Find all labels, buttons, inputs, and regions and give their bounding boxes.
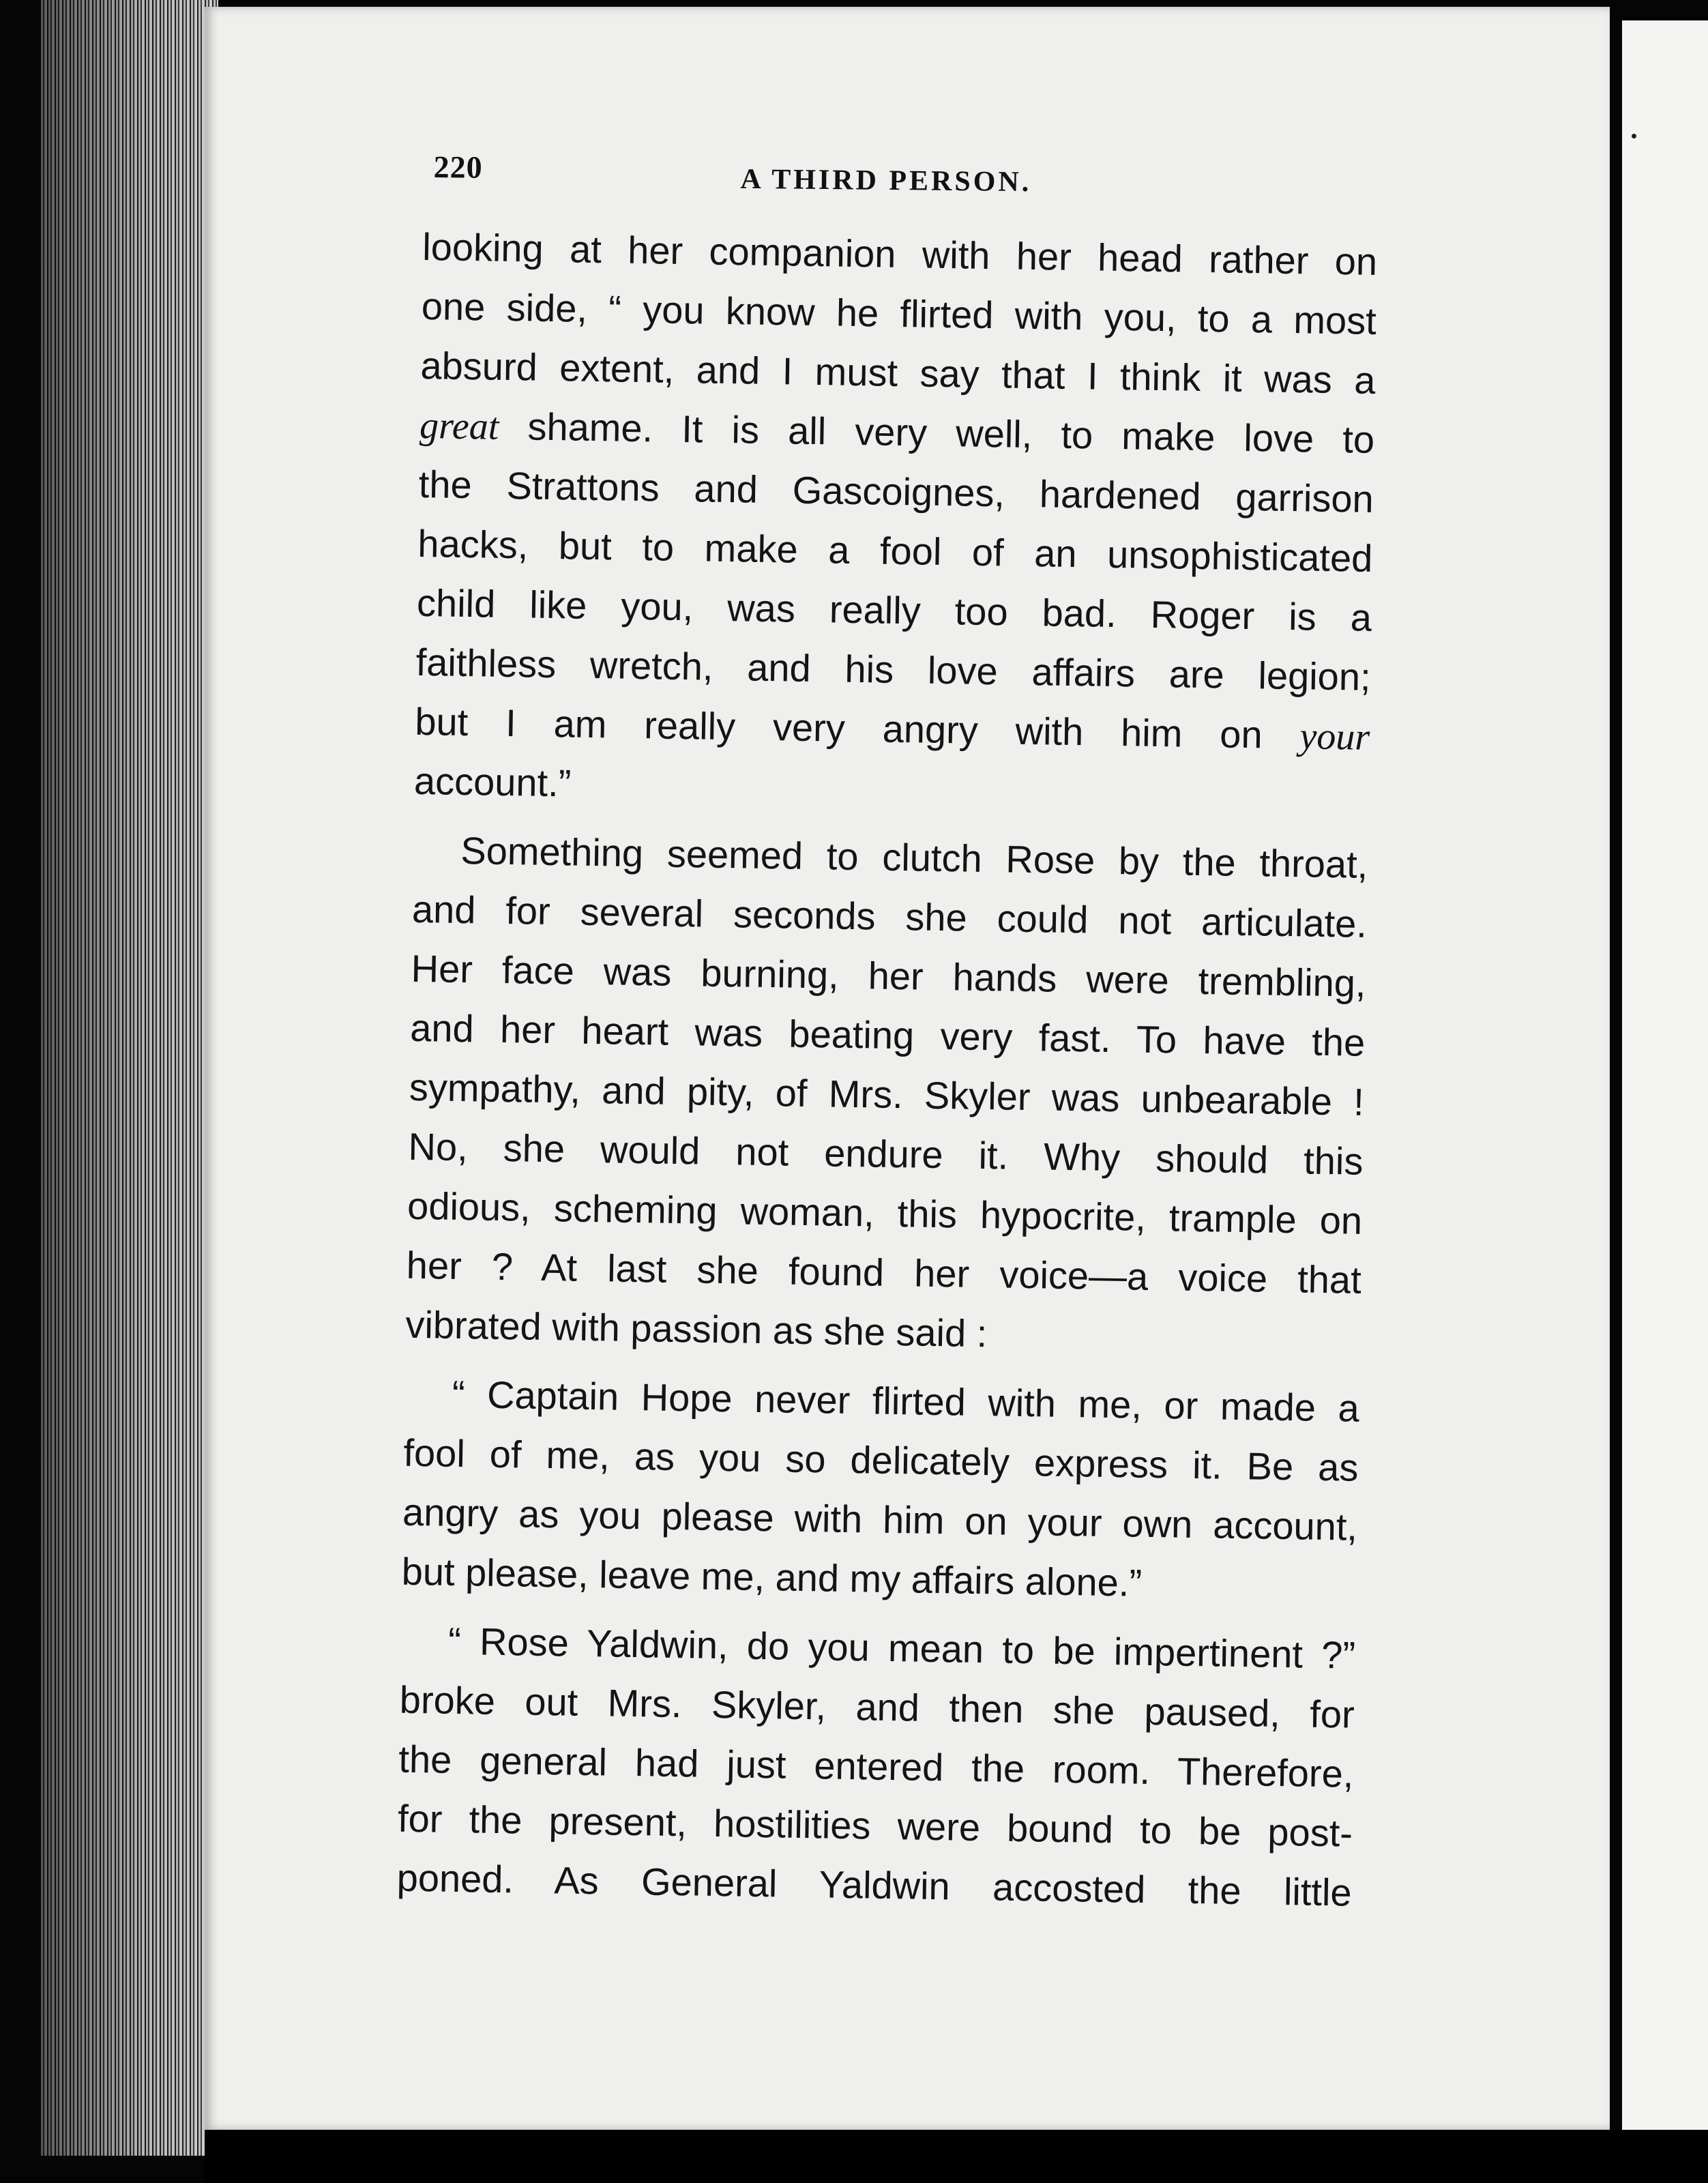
text-run: shame. It is all very well, to make love to <box>498 404 1375 461</box>
text-line: angry as you please with him on your own account, <box>402 1490 1358 1549</box>
text-line: vibrated with passion as she said : <box>405 1302 988 1356</box>
text-line: fool of me, as you so delicately express it. Be as <box>403 1431 1359 1489</box>
text-line: child like you, was really too bad. Roger is a <box>416 581 1372 639</box>
text-line: the general had just entered the room. Therefore, <box>398 1737 1354 1796</box>
text-line: and for several seconds she could not articulate. <box>411 887 1368 946</box>
text-line: “ Captain Hope never flirted with me, or made a <box>452 1372 1360 1430</box>
text-run: but I am really very angry with him on <box>414 699 1301 757</box>
page-edges-shadow <box>41 0 218 2156</box>
text-line: sympathy, and pity, of Mrs. Skyler was unbearable ! <box>409 1065 1365 1124</box>
bottom-border <box>205 2130 1708 2183</box>
text-line: hacks, but to make a fool of an unsophisticated <box>417 521 1373 580</box>
text-line: poned. As General Yaldwin accosted the little <box>396 1856 1353 1914</box>
text-line: for the present, hostilities were bound to be post- <box>397 1796 1353 1855</box>
facing-page-edge <box>1622 20 1708 2130</box>
text-line: one side, “ you know he flirted with you, to a most <box>421 284 1377 342</box>
text-line: absurd extent, and I must say that I think it was a <box>420 343 1376 402</box>
text-line: looking at her companion with her head rather on <box>422 224 1378 283</box>
text-line: her ? At last she found her voice—a voice that <box>406 1243 1362 1302</box>
page-number: 220 <box>433 149 483 185</box>
text-line: faithless wretch, and his love affairs are legion; <box>415 640 1372 699</box>
text-line: No, she would not endure it. Why should this <box>408 1124 1364 1183</box>
text-line: Something seemed to clutch Rose by the throat, <box>460 828 1368 886</box>
text-line: broke out Mrs. Skyler, and then she paused, for <box>399 1677 1355 1736</box>
text-line: odious, scheming woman, this hypocrite, trample on <box>407 1184 1363 1242</box>
text-line: the Strattons and Gascoignes, hardened garrison <box>418 462 1374 521</box>
text-line: but please, leave me, and my affairs alone.” <box>401 1549 1143 1605</box>
text-line: “ Rose Yaldwin, do you mean to be impertinent ?” <box>447 1619 1356 1677</box>
emphasized-word: great <box>419 404 499 448</box>
body-text <box>396 217 1378 1922</box>
text-line: and her heart was beating very fast. To have the <box>409 1006 1366 1064</box>
emphasized-word: your <box>1299 715 1370 759</box>
text-line: account.” <box>413 759 572 805</box>
ink-speck <box>1632 134 1636 138</box>
page-header <box>433 143 1389 201</box>
running-head: A THIRD PERSON. <box>740 163 1032 199</box>
text-line: Her face was burning, her hands were trembling, <box>411 946 1367 1005</box>
